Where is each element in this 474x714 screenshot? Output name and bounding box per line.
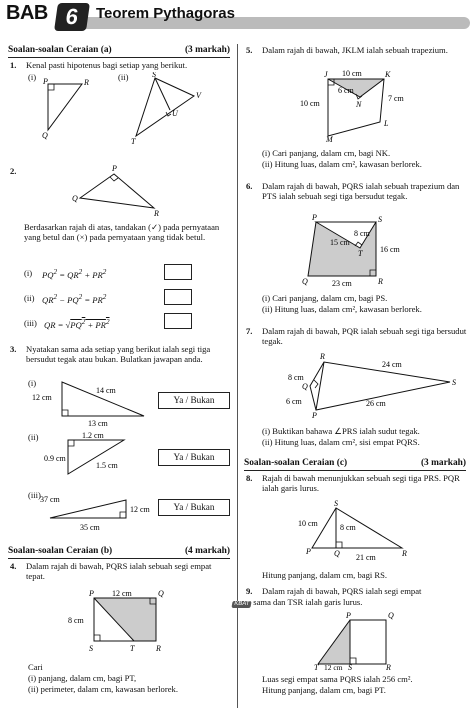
q6-trapezium (296, 214, 436, 290)
question-6 (246, 181, 468, 202)
q5-number: 5. (246, 45, 253, 55)
svg-text:S: S (334, 499, 338, 508)
svg-text:R: R (320, 352, 325, 361)
q4-part-i: (i) panjang, dalam cm, bagi PT, (28, 673, 137, 683)
svg-text:J: J (324, 70, 328, 79)
question-9 (246, 586, 468, 596)
section-c-marks: (3 markah) (420, 458, 466, 468)
question-2 (10, 166, 22, 176)
svg-text:U: U (172, 109, 178, 118)
svg-text:6 cm: 6 cm (338, 86, 354, 95)
kbat-badge: KBAT (231, 601, 252, 608)
svg-text:13 cm: 13 cm (88, 419, 108, 428)
q2-part-ii-label: (ii) (24, 293, 35, 303)
q4-text: Dalam rajah di bawah, PQRS ialah sebuah segi empat tepat. (26, 561, 212, 582)
chapter-label: BAB (6, 2, 48, 24)
q2-part-i-label: (i) (24, 268, 33, 278)
svg-text:P: P (312, 411, 317, 420)
svg-text:Q: Q (158, 589, 164, 598)
svg-text:P: P (112, 164, 117, 173)
svg-text:S: S (378, 215, 382, 224)
question-3 (10, 344, 232, 365)
q6-part-i: (i) Cari panjang, dalam cm, bagi PS. (262, 293, 388, 303)
svg-text:12 cm: 12 cm (32, 393, 52, 402)
q3-part-ii-label: (ii) (28, 432, 39, 442)
svg-text:1.2 cm: 1.2 cm (82, 431, 104, 440)
q6-text: Dalam rajah di bawah, PQRS ialah sebuah trapezium dan PTS ialah sebuah segi tiga bersudut tegak. (262, 181, 460, 202)
section-b-header (8, 546, 230, 559)
svg-text:Q: Q (388, 611, 394, 620)
q9-text-1: Dalam rajah di bawah, PQRS ialah segi empat (262, 586, 422, 596)
section-b-marks: (4 markah) (184, 546, 230, 556)
q8-ask: Hitung panjang, dalam cm, bagi RS. (262, 570, 388, 580)
svg-text:V: V (196, 91, 201, 100)
section-a-title: Soalan-soalan Ceraian (a) (8, 45, 112, 55)
question-4 (10, 561, 232, 582)
q1-part-i-label: (i) (28, 72, 37, 82)
question-5 (246, 45, 468, 55)
q6-number: 6. (246, 181, 253, 191)
q7-part-i: (i) Buktikan bahawa ∠PRS ialah sudut tegak. (262, 426, 420, 436)
q1-triangles (30, 72, 230, 172)
q1-part-ii-label: (ii) (118, 72, 129, 82)
q7-text: Dalam rajah di bawah, PQR ialah sebuah segi tiga bersudut tegak. (262, 326, 467, 347)
svg-text:16 cm: 16 cm (380, 245, 400, 254)
svg-text:35 cm: 35 cm (80, 523, 100, 532)
svg-text:L: L (384, 119, 389, 128)
svg-text:21 cm: 21 cm (356, 553, 376, 562)
svg-text:M: M (326, 135, 333, 142)
q2-box-iii[interactable] (164, 313, 192, 329)
q3-part-iii-label: (iii) (28, 490, 41, 500)
q8-text: Rajah di bawah menunjukkan sebuah segi tiga PRS. PQR ialah garis lurus. (262, 473, 460, 494)
q2-part-iii-label: (iii) (24, 318, 37, 328)
svg-text:K: K (385, 70, 391, 79)
chapter-header (0, 0, 474, 34)
q2-text: Berdasarkan rajah di atas, tandakan (✓) pada pernyataan yang betul dan (×) pada pernyataan yang tidak betul. (24, 222, 220, 243)
svg-text:S: S (348, 663, 352, 670)
q2-eq-ii: $QR^2 - PQ^2 = PR^2$ (42, 293, 107, 305)
q2-eq-i: $PQ^2 = QR^2 + PR^2$ (42, 268, 107, 280)
svg-text:10 cm: 10 cm (300, 99, 320, 108)
svg-text:P: P (346, 611, 351, 620)
svg-text:R: R (154, 209, 159, 218)
svg-text:S: S (452, 378, 456, 387)
q9-text-2: sama dan TSR ialah garis lurus. (253, 597, 363, 607)
section-a-marks: (3 markah) (184, 45, 230, 55)
q9-line-2 (232, 597, 362, 608)
q9-ask-2: Hitung panjang, dalam cm, bagi PT. (262, 685, 386, 695)
svg-text:P: P (89, 589, 94, 598)
section-c-header (244, 458, 466, 471)
q3-part-i-label: (i) (28, 378, 37, 388)
svg-text:0.9 cm: 0.9 cm (44, 454, 66, 463)
svg-text:P: P (43, 77, 48, 86)
svg-text:Q: Q (302, 277, 308, 286)
svg-text:23 cm: 23 cm (332, 279, 352, 288)
section-b-title: Soalan-soalan Ceraian (b) (8, 546, 113, 556)
svg-text:T: T (130, 644, 135, 653)
q3-answer-i[interactable]: Ya / Bukan (158, 392, 230, 409)
svg-text:T: T (358, 249, 363, 258)
svg-text:P: P (306, 547, 311, 556)
q5-part-i: (i) Cari panjang, dalam cm, bagi NK. (262, 148, 391, 158)
svg-text:7 cm: 7 cm (388, 94, 404, 103)
q4-part-ii: (ii) perimeter, dalam cm, kawasan berlorek. (28, 684, 178, 694)
q4-number: 4. (10, 561, 17, 571)
svg-text:N: N (356, 100, 362, 109)
svg-text:T: T (131, 137, 136, 146)
q7-part-ii: (ii) Hitung luas, dalam cm², sisi empat PQRS. (262, 437, 420, 447)
svg-text:10 cm: 10 cm (342, 69, 362, 78)
svg-text:8 cm: 8 cm (340, 523, 356, 532)
question-8 (246, 473, 468, 494)
q5-text: Dalam rajah di bawah, JKLM ialah sebuah trapezium. (262, 45, 448, 55)
chapter-number: 6 (54, 3, 90, 31)
q5-trapezium (296, 66, 416, 142)
q4-rectangle (40, 586, 180, 658)
q1-text: Kenal pasti hipotenus bagi setiap yang berikut. (26, 60, 188, 70)
q6-part-ii: (ii) Hitung luas, dalam cm², kawasan berlorek. (262, 304, 422, 314)
svg-text:8 cm: 8 cm (354, 229, 370, 238)
section-c-title: Soalan-soalan Ceraian (c) (244, 458, 348, 468)
q3-triangle-i (30, 378, 160, 428)
q9-number: 9. (246, 586, 253, 596)
q8-number: 8. (246, 473, 253, 483)
svg-text:Q: Q (334, 549, 340, 558)
svg-text:14 cm: 14 cm (96, 386, 116, 395)
q3-triangle-iii (30, 488, 160, 538)
q4-cari: Cari (28, 662, 43, 672)
q9-square (300, 608, 410, 670)
question-7 (246, 326, 468, 347)
svg-text:S: S (152, 72, 156, 79)
q7-quadrilateral (280, 350, 470, 420)
q3-text: Nyatakan sama ada setiap yang berikut ialah segi tiga bersudut tegak atau bukan. Bulatkan jawapan anda. (26, 344, 211, 365)
svg-text:S: S (89, 644, 93, 653)
q3-triangle-ii (30, 430, 160, 480)
svg-text:12 cm: 12 cm (130, 505, 150, 514)
svg-text:6 cm: 6 cm (286, 397, 302, 406)
section-a-header (8, 45, 230, 58)
q3-answer-ii[interactable]: Ya / Bukan (158, 449, 230, 466)
q9-ask-1: Luas segi empat sama PQRS ialah 256 cm². (262, 674, 413, 684)
q8-triangle (280, 498, 420, 566)
svg-text:10 cm: 10 cm (298, 519, 318, 528)
svg-text:R: R (84, 78, 89, 87)
q7-number: 7. (246, 326, 253, 336)
svg-text:8 cm: 8 cm (68, 616, 84, 625)
svg-text:12 cm: 12 cm (324, 663, 343, 670)
question-1 (10, 60, 232, 70)
q3-answer-iii[interactable]: Ya / Bukan (158, 499, 230, 516)
svg-text:8 cm: 8 cm (288, 373, 304, 382)
svg-text:15 cm: 15 cm (330, 238, 350, 247)
q2-eq-iii: QR = $√PQ^2 + PR^2$ (44, 318, 110, 330)
svg-text:R: R (378, 277, 383, 286)
svg-text:T: T (314, 663, 319, 670)
svg-text:37 cm: 37 cm (40, 495, 60, 504)
q2-triangle (60, 160, 180, 220)
svg-text:12 cm: 12 cm (112, 589, 132, 598)
svg-text:26 cm: 26 cm (366, 399, 386, 408)
q3-number: 3. (10, 344, 17, 354)
q1-number: 1. (10, 60, 17, 70)
column-divider (237, 44, 238, 708)
svg-text:R: R (386, 663, 391, 670)
svg-text:R: R (156, 644, 161, 653)
svg-text:1.5 cm: 1.5 cm (96, 461, 118, 470)
q2-box-i[interactable] (164, 264, 192, 280)
svg-text:Q: Q (42, 131, 48, 140)
svg-text:P: P (312, 214, 317, 222)
svg-text:Q: Q (72, 194, 78, 203)
q2-number: 2. (10, 166, 17, 176)
q2-box-ii[interactable] (164, 289, 192, 305)
svg-text:R: R (402, 549, 407, 558)
chapter-title: Teorem Pythagoras (96, 5, 235, 22)
q5-part-ii: (ii) Hitung luas, dalam cm², kawasan berlorek. (262, 159, 422, 169)
svg-text:Q: Q (302, 382, 308, 391)
svg-text:24 cm: 24 cm (382, 360, 402, 369)
